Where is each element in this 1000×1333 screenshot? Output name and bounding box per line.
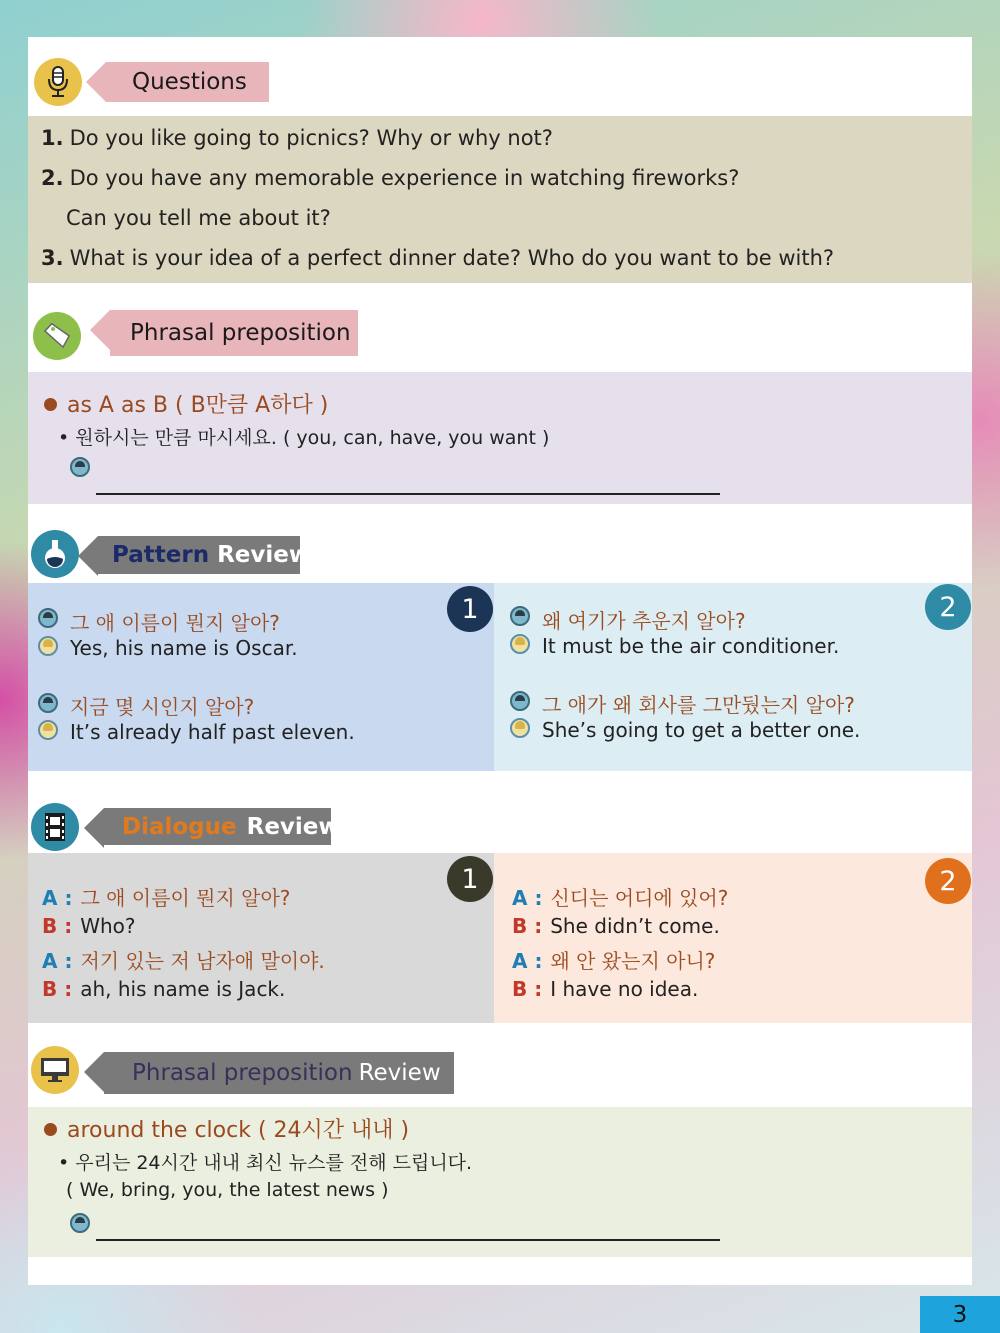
dialogue-line: B : Who? <box>42 914 136 938</box>
dialogue-box-1 <box>28 853 494 1023</box>
dialogue-line: B : I have no idea. <box>512 977 699 1001</box>
question-2-continued: Can you tell me about it? <box>66 206 331 230</box>
badge-1: 1 <box>447 586 493 632</box>
speaker-boy-icon <box>510 606 530 626</box>
dialogue-header-word2: Review <box>246 813 340 840</box>
phrasal-header-label: Phrasal preposition <box>130 320 351 346</box>
dialogue-line: A : 저기 있는 저 남자애 말이야. <box>42 949 325 973</box>
flask-icon <box>31 530 79 578</box>
pattern-box-2 <box>494 583 972 771</box>
speaker-girl-icon <box>38 636 58 656</box>
microphone-icon <box>34 58 82 106</box>
phrasal-phrase: as A as B ( B만큼 A하다 ) <box>44 388 328 419</box>
speaker-girl-icon <box>510 634 530 654</box>
phrasal-review-header-word2: Review <box>358 1060 441 1086</box>
speaker-girl-icon <box>510 718 530 738</box>
phrasal-review-sentence: • 우리는 24시간 내내 최신 뉴스를 전해 드립니다. <box>58 1152 473 1174</box>
pattern-line: 그 애가 왜 회사를 그만뒀는지 알아? <box>542 693 855 717</box>
answer-line[interactable] <box>96 493 720 495</box>
phrasal-panel <box>28 372 972 504</box>
pattern-line: Yes, his name is Oscar. <box>70 636 298 660</box>
monitor-icon <box>31 1046 79 1094</box>
phrasal-review-hint: ( We, bring, you, the latest news ) <box>66 1179 389 1201</box>
question-1: 1. Do you like going to picnics? Why or why not? <box>41 126 553 150</box>
badge-2: 2 <box>925 858 971 904</box>
page-number: 3 <box>920 1296 1000 1333</box>
questions-header <box>106 62 269 102</box>
badge-1: 1 <box>447 856 493 902</box>
phrasal-header <box>110 310 358 356</box>
phrasal-review-header <box>104 1052 454 1094</box>
speaker-girl-icon <box>38 720 58 740</box>
question-3: 3. What is your idea of a perfect dinner date? Who do you want to be with? <box>41 246 835 270</box>
pattern-line: It must be the air conditioner. <box>542 634 840 658</box>
dialogue-line: A : 신디는 어디에 있어? <box>512 886 729 910</box>
pattern-line: 왜 여기가 추운지 알아? <box>542 609 746 633</box>
dialogue-line: B : She didn’t come. <box>512 914 720 938</box>
pattern-line: She’s going to get a better one. <box>542 718 861 742</box>
worksheet-page <box>28 37 972 1285</box>
speaker-boy-icon <box>510 691 530 711</box>
dialogue-line: A : 그 애 이름이 뭔지 알아? <box>42 886 291 910</box>
dialogue-review-header <box>104 808 340 845</box>
questions-header-label: Questions <box>132 69 247 95</box>
dialogue-line: B : ah, his name is Jack. <box>42 977 286 1001</box>
badge-2: 2 <box>925 584 971 630</box>
pattern-line: 지금 몇 시인지 알아? <box>70 695 255 719</box>
phrasal-sentence: • 원하시는 만큼 마시세요. ( you, can, have, you want ) <box>58 427 550 449</box>
pattern-header-word1: Pattern <box>112 542 210 568</box>
film-strip-icon <box>31 803 79 851</box>
pattern-review-header <box>98 536 311 574</box>
pattern-line: 그 애 이름이 뭔지 알아? <box>70 611 280 635</box>
question-2: 2. Do you have any memorable experience in watching fireworks? <box>41 166 740 190</box>
phrasal-review-header-word1: Phrasal preposition <box>132 1060 353 1086</box>
phrasal-review-phrase: around the clock ( 24시간 내내 ) <box>44 1113 409 1144</box>
speaker-boy-icon <box>70 1213 90 1233</box>
bullet-icon <box>44 398 57 411</box>
pattern-line: It’s already half past eleven. <box>70 720 355 744</box>
dialogue-header-word1: Dialogue <box>122 813 237 840</box>
dialogue-box-2 <box>494 853 972 1023</box>
speaker-boy-icon <box>38 693 58 713</box>
answer-line[interactable] <box>96 1239 720 1241</box>
dialogue-line: A : 왜 안 왔는지 아니? <box>512 949 716 973</box>
speaker-boy-icon <box>70 457 90 477</box>
pattern-header-word2: Review <box>217 542 311 568</box>
pattern-box-1 <box>28 583 494 771</box>
questions-panel <box>28 116 972 283</box>
bullet-icon <box>44 1123 57 1136</box>
tag-label-icon <box>33 312 81 360</box>
phrasal-review-panel <box>28 1107 972 1257</box>
speaker-boy-icon <box>38 608 58 628</box>
